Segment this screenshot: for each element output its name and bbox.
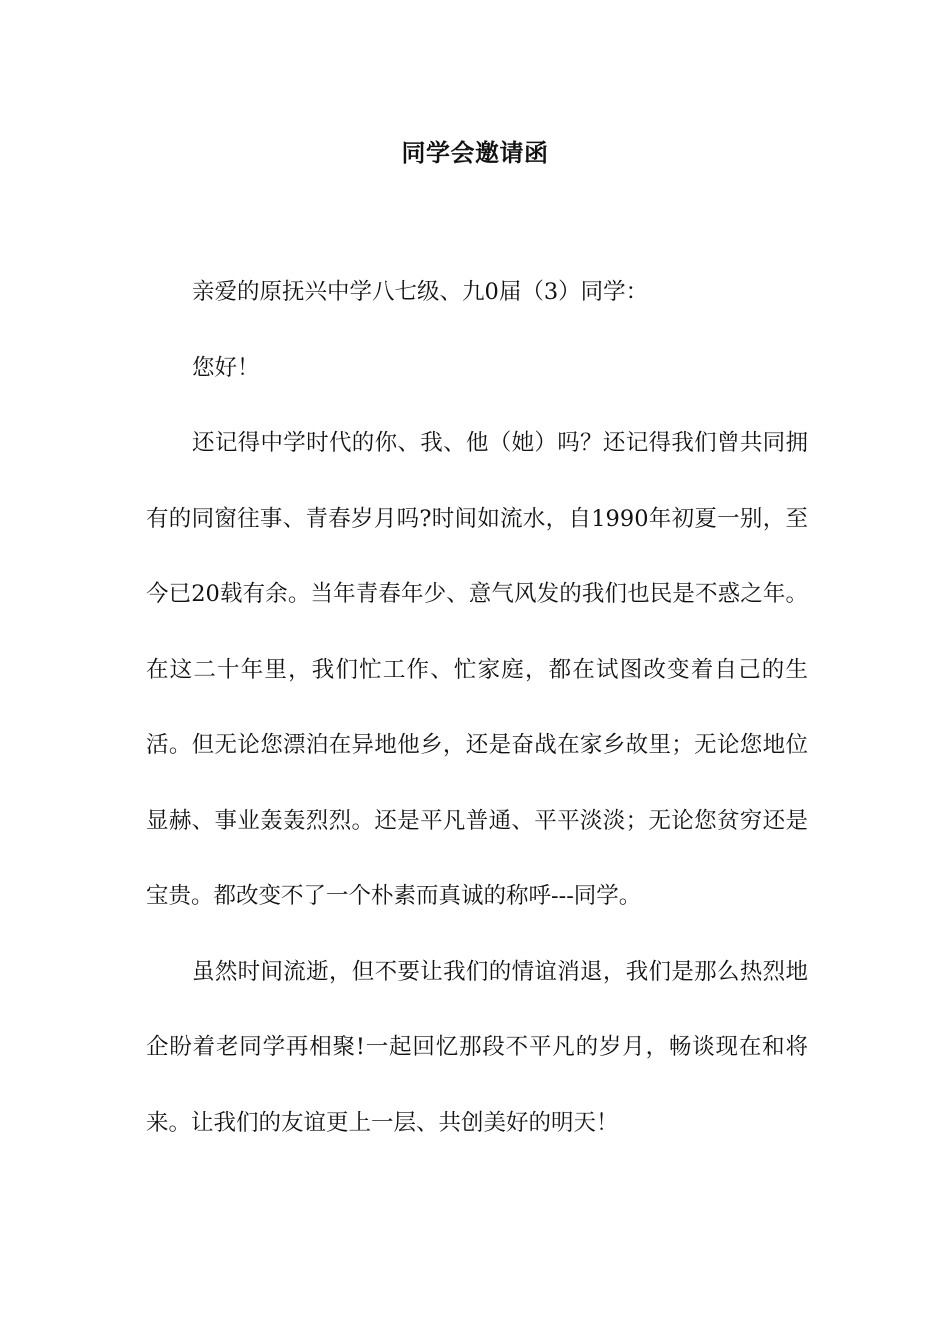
body-paragraph: 虽然时间流逝，但不要让我们的情谊消退，我们是那么热烈地企盼着老同学再相聚!一起回忆那段不平凡的岁月，畅谈现在和将来。让我们的友谊更上一层、共创美好的明天！ xyxy=(146,958,808,1136)
salutation: 亲爱的原抚兴中学八七级、九0届（3）同学： xyxy=(192,279,649,305)
document-title: 同学会邀请函 xyxy=(401,138,549,167)
document-body xyxy=(146,255,808,1161)
greeting: 您好！ xyxy=(192,354,260,381)
body-paragraph: 还记得中学时代的你、我、他（她）吗？还记得我们曾共同拥有的同窗往事、青春岁月吗?时间如流水，自1990年初夏一别，至今已20载有余。当年青春年少、意气风发的我们也民是不惑之年。在这二十年里，我们忙工作、忙家庭，都在试图改变着自己的生活。但无论您漂泊在异地他乡，还是奋战在家乡故里；无论您地位显赫、事业轰轰烈烈。还是平凡普通、平平淡淡；无论您贫穷还是宝贵。都改变不了一个朴素而真诚的称呼---同学。 xyxy=(146,430,808,909)
